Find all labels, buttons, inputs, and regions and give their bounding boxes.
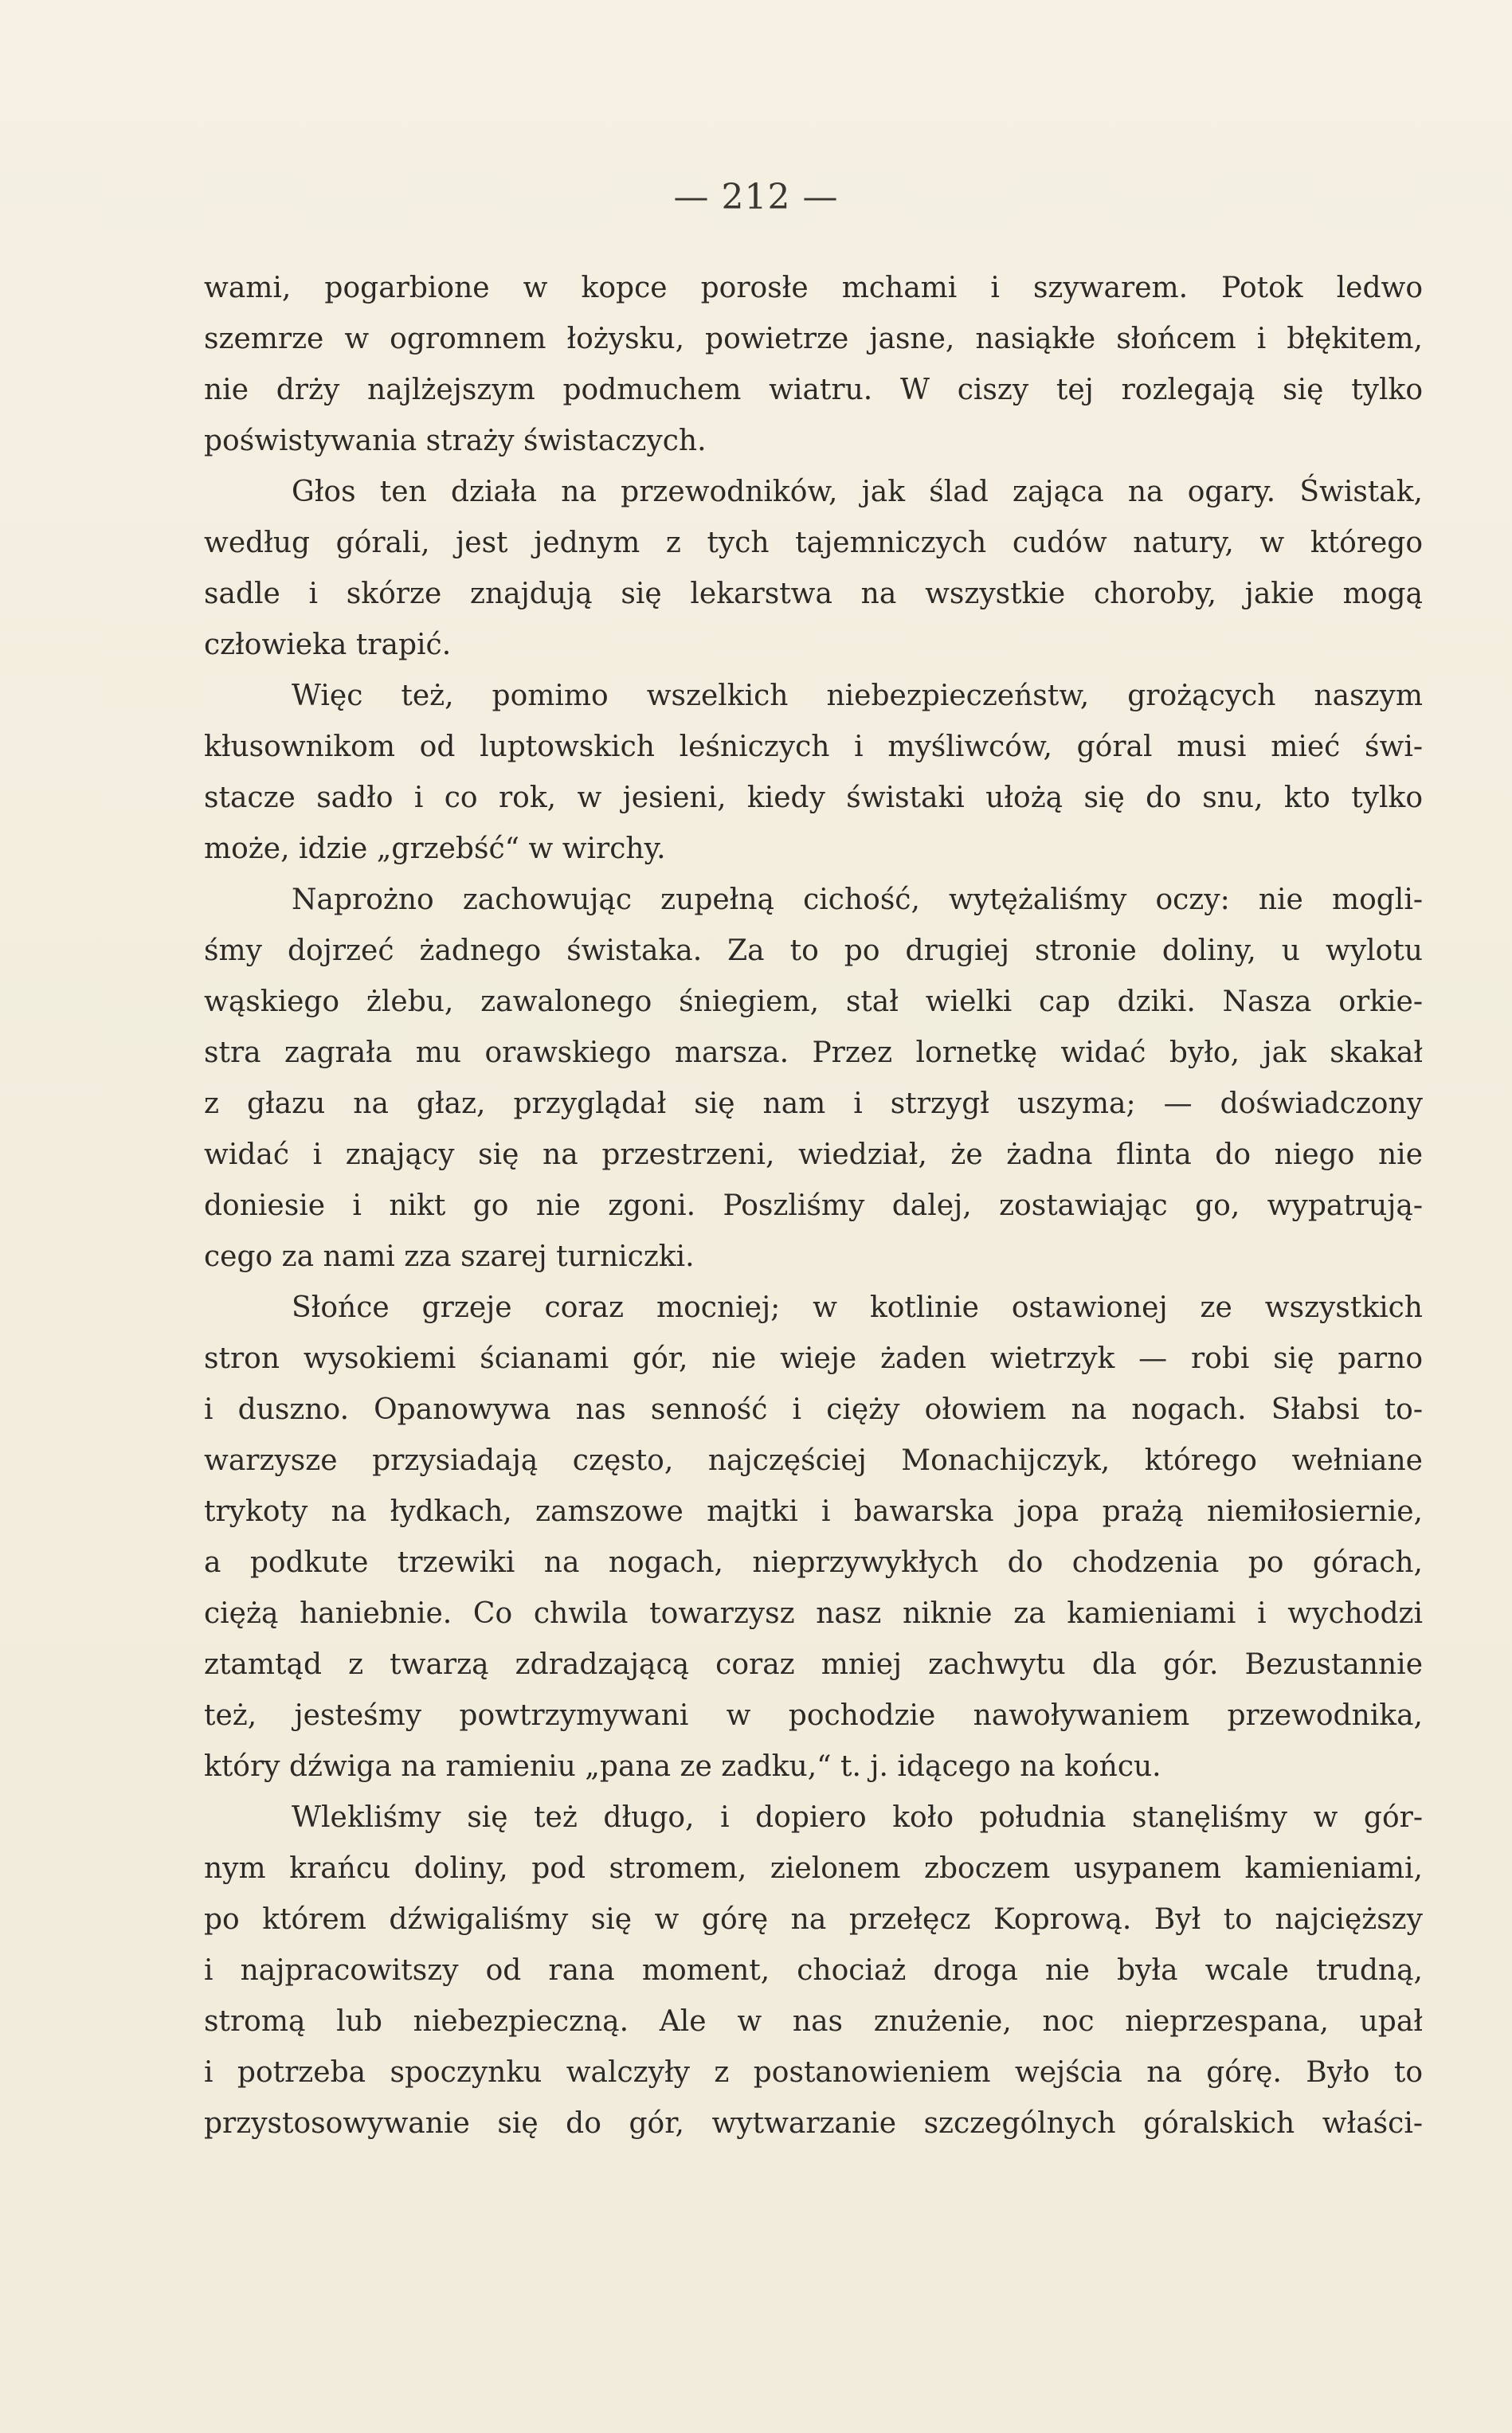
text-line: ciężą haniebnie. Co chwila towarzysz nasz niknie za kamieniami i wychodzi	[204, 1597, 1423, 1630]
text-line: warzysze przysiadają często, najczęściej Monachijczyk, którego wełniane	[204, 1444, 1423, 1477]
text-line: kłusownikom od luptowskich leśniczych i myśliwców, góral musi mieć świ-	[204, 731, 1423, 763]
text-line: Głos ten działa na przewodników, jak ślad zająca na ogary. Świstak,	[292, 476, 1423, 508]
text-line: z głazu na głaz, przyglądał się nam i strzygł uszyma; — doświadczony	[204, 1087, 1423, 1120]
text-line: trykoty na łydkach, zamszowe majtki i bawarska jopa prażą niemiłosiernie,	[204, 1495, 1423, 1528]
text-line: Wlekliśmy się też długo, i dopiero koło południa stanęliśmy w gór-	[292, 1801, 1423, 1834]
text-line: nym krańcu doliny, pod stromem, zielonem zboczem usypanem kamieniami,	[204, 1852, 1423, 1885]
text-line: może, idzie „grzebść“ w wirchy.	[204, 833, 666, 865]
text-line: śmy dojrzeć żadnego świstaka. Za to po drugiej stronie doliny, u wylotu	[204, 934, 1423, 967]
body-text	[204, 263, 1423, 2149]
text-line: widać i znający się na przestrzeni, wiedział, że żadna flinta do niego nie	[204, 1138, 1423, 1171]
text-line: i duszno. Opanowywa nas senność i cięży ołowiem na nogach. Słabsi to-	[204, 1393, 1423, 1426]
text-line: stra zagrała mu orawskiego marsza. Przez lornetkę widać było, jak skakał	[204, 1036, 1423, 1069]
text-line: cego za nami zza szarej turniczki.	[204, 1240, 695, 1273]
text-line: też, jesteśmy powtrzymywani w pochodzie nawoływaniem przewodnika,	[204, 1699, 1423, 1732]
text-line: wami, pogarbione w kopce porosłe mchami i szywarem. Potok ledwo	[204, 272, 1423, 304]
text-line: sadle i skórze znajdują się lekarstwa na wszystkie choroby, jakie mogą	[204, 578, 1423, 610]
page-number: — 212 —	[673, 177, 839, 217]
text-line: wąskiego żlebu, zawalonego śniegiem, stał wielki cap dziki. Nasza orkie-	[204, 985, 1423, 1018]
text-line: po którem dźwigaliśmy się w górę na przełęcz Koprową. Był to najcięższy	[204, 1903, 1423, 1936]
text-line: i potrzeba spoczynku walczyły z postanowieniem wejścia na górę. Było to	[204, 2056, 1423, 2089]
text-line: i najpracowitszy od rana moment, chociaż droga nie była wcale trudną,	[204, 1954, 1423, 1987]
text-line: Więc też, pomimo wszelkich niebezpieczeństw, grożących naszym	[292, 680, 1423, 712]
text-line: poświstywania straży świstaczych.	[204, 425, 707, 457]
text-line: doniesie i nikt go nie zgoni. Poszliśmy dalej, zostawiając go, wypatrują-	[204, 1189, 1423, 1222]
text-line: przystosowywanie się do gór, wytwarzanie szczególnych góralskich właści-	[204, 2107, 1423, 2140]
text-line: który dźwiga na ramieniu „pana ze zadku,“ t. j. idącego na końcu.	[204, 1750, 1161, 1783]
text-line: według górali, jest jednym z tych tajemniczych cudów natury, w którego	[204, 527, 1423, 559]
text-line: stron wysokiemi ścianami gór, nie wieje żaden wietrzyk — robi się parno	[204, 1342, 1423, 1375]
text-line: ztamtąd z twarzą zdradzającą coraz mniej zachwytu dla gór. Bezustannie	[204, 1648, 1423, 1681]
text-line: Słońce grzeje coraz mocniej; w kotlinie ostawionej ze wszystkich	[292, 1291, 1423, 1324]
text-line: szemrze w ogromnem łożysku, powietrze jasne, nasiąkłe słońcem i błękitem,	[204, 323, 1423, 355]
text-line: stromą lub niebezpieczną. Ale w nas znużenie, noc nieprzespana, upał	[204, 2005, 1423, 2038]
text-line: człowieka trapić.	[204, 629, 452, 661]
text-line: Naprożno zachowując zupełną cichość, wytężaliśmy oczy: nie mogli-	[292, 883, 1423, 916]
text-line: stacze sadło i co rok, w jesieni, kiedy świstaki ułożą się do snu, kto tylko	[204, 782, 1423, 814]
text-line: a podkute trzewiki na nogach, nieprzywykłych do chodzenia po górach,	[204, 1546, 1423, 1579]
text-line: nie drży najlżejszym podmuchem wiatru. W ciszy tej rozlegają się tylko	[204, 374, 1423, 406]
